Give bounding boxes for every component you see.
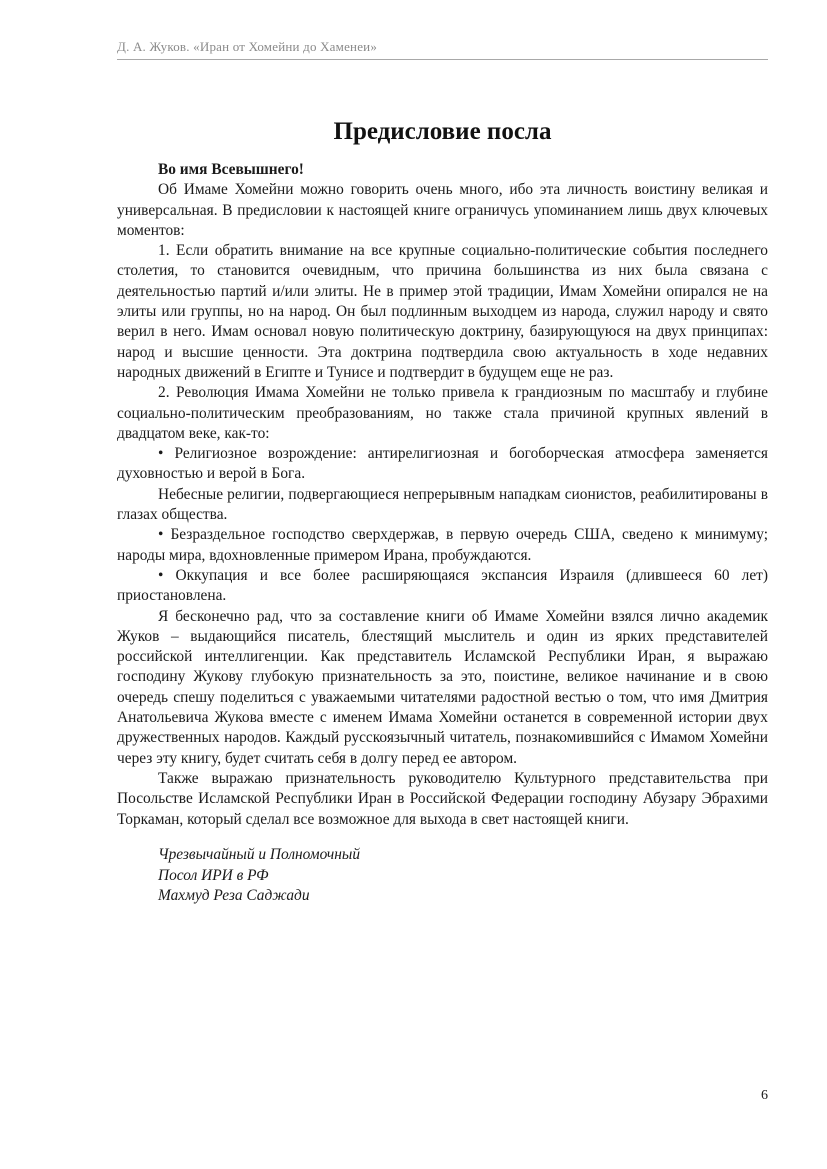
signature-block (158, 845, 360, 907)
invocation: Во имя Всевышнего! (158, 161, 304, 178)
paragraph-bullet-superpowers: • Безраздельное господство сверхдержав, в первую очередь США, сведено к минимуму; народы мира, вдохновленные примером Ирана, пробуждаются. (117, 526, 768, 564)
body-text (117, 160, 768, 830)
signature-line-title: Чрезвычайный и Полномочный (158, 846, 361, 863)
paragraph-gratitude-zhukov: Я бесконечно рад, что за составление книги об Имаме Хомейни взялся лично академик Жуков – выдающийся писатель, блестящий мыслитель и один из ярких представителей российской интеллигенции. Как представитель Исламской Республики Иран, я выражаю господину Жукову глубокую признательность за это, поистине, великое начинание и в свою очередь спешу поделиться с уважаемыми читателями радостной вестью о том, что имя Дмитрия Анатольевича Жукова вместе с именем Имама Хомейни останется в современной истории двух дружественных народов. Каждый русскоязычный читатель, познакомившийся с Имамом Хомейни через эту книгу, будет считать себя в долгу перед ее автором. (117, 607, 768, 767)
paragraph-bullet-religion: • Религиозное возрождение: антирелигиозная и богоборческая атмосфера заменяется духовностью и верой в Бога. (117, 445, 768, 483)
signature-line-name: Махмуд Реза Саджади (158, 887, 310, 904)
paragraph-point-2: 2. Революция Имама Хомейни не только привела к грандиозным по масштабу и глубине социально-политическим преобразованиям, но также стала причиной крупных явлений в двадцатом веке, как-то: (117, 384, 768, 442)
page-title: Предисловие посла (333, 118, 552, 145)
paragraph-point-1: 1. Если обратить внимание на все крупные социально-политические события последнего столетия, то становится очевидным, что причина большинства из них была связана с деятельностью партий и/или элиты. Не в пример этой традиции, Имам Хомейни опирался не на элиты или группы, но на народ. Он был подлинным выходцем из народа, служил народу и свято верил в него. Имам основал новую политическую доктрину, базирующуюся на двух принципах: народ и высшие ценности. Эта доктрина подтвердила свою актуальность в ходе недавних народных движений в Египте и Тунисе и подтвердит в будущем еще не раз. (117, 242, 768, 381)
paragraph-gratitude-cultural: Также выражаю признательность руководителю Культурного представительства при Посольстве Исламской Республики Иран в Российской Федерации господину Абузару Эбрахими Торкаман, который сделал все возможное для выхода в свет настоящей книги. (117, 769, 768, 828)
paragraph-intro: Об Имаме Хомейни можно говорить очень много, ибо эта личность воистину великая и универсальная. В предисловии к настоящей книге ограничусь упоминанием лишь двух ключевых моментов: (117, 181, 768, 239)
header-divider (117, 59, 768, 60)
paragraph-heavenly-religions: Небесные религии, подвергающиеся непрерывным нападкам сионистов, реабилитированы в глазах общества. (117, 485, 768, 524)
page-number: 6 (761, 1088, 768, 1103)
paragraph-bullet-occupation: • Оккупация и все более расширяющаяся экспансия Израиля (длившееся 60 лет) приостановлена. (117, 566, 768, 605)
signature-line-post: Посол ИРИ в РФ (158, 866, 269, 884)
running-header: Д. А. Жуков. «Иран от Хомейни до Хаменеи» (117, 39, 378, 54)
